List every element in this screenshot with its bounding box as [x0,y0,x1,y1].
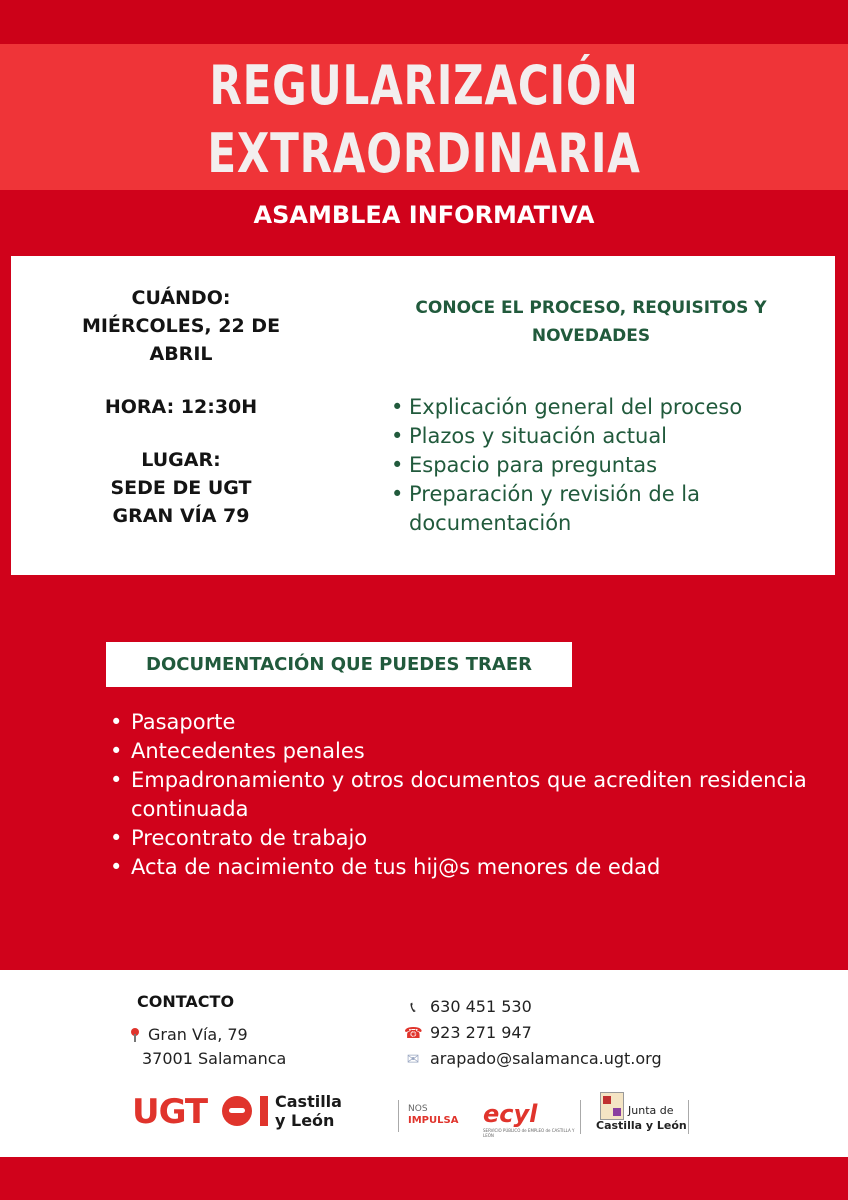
top-band [0,0,848,44]
list-item: • Acta de nacimiento de tus hij@s menores de edad [110,853,810,882]
footer [0,970,848,1157]
list-item: • Preparación y revisión de la documentación [391,480,821,538]
topics-heading [381,294,801,350]
ugt-logo [132,1090,352,1134]
nos-impulsa-ecyl-logo [398,1100,578,1140]
divider [688,1100,689,1134]
topics-heading-line-1: CONOCE EL PROCESO, REQUISITOS Y [415,298,767,318]
location-pin-icon [130,1028,140,1042]
list-item: • Explicación general del proceso [391,393,821,422]
land-phone[interactable]: 923 271 947 [430,1023,532,1042]
list-item: • Empadronamiento y otros documentos que acrediten residencia continuada [110,766,810,824]
junta-logo [580,1092,690,1140]
divider [398,1100,399,1132]
ugt-logo-text: UGT [132,1092,208,1132]
when-date-line-2: ABRIL [149,343,213,365]
junta-text-line-1: Junta de [628,1104,674,1117]
logo-bar [260,1096,268,1126]
mail-icon: ✉ [406,1050,420,1068]
contact-title: CONTACTO [137,992,235,1011]
address [130,1023,286,1071]
list-item: • Antecedentes penales [110,737,810,766]
list-item: • Plazos y situación actual [391,422,821,451]
handshake-icon [222,1096,252,1126]
page-title-line-1: REGULARIZACIÓN [209,54,639,117]
documents-list [110,708,810,882]
address-line-2: 37001 Salamanca [142,1049,287,1068]
place-line-1: SEDE DE UGT [110,477,252,499]
topics-list [391,393,821,538]
documents-heading: DOCUMENTACIÓN QUE PUEDES TRAER [106,642,572,687]
coat-of-arms-icon [600,1092,624,1120]
list-item: • Pasaporte [110,708,810,737]
event-info-box [11,256,835,575]
mobile-phone[interactable]: 630 451 530 [430,997,532,1016]
place-line-2: GRAN VÍA 79 [112,505,250,527]
list-item: • Espacio para preguntas [391,451,821,480]
when-label: CUÁNDO: [131,287,231,309]
divider [580,1100,581,1134]
impulsa-text: IMPULSA [408,1115,459,1126]
ecyl-logo-text: ecyl [483,1100,538,1128]
place-label: LUGAR: [141,449,221,471]
address-line-1: Gran Vía, 79 [148,1025,248,1044]
ugt-region-line-1: Castilla [275,1092,342,1111]
when-date-line-1: MIÉRCOLES, 22 DE [81,315,281,337]
email-link[interactable]: arapado@salamanca.ugt.org [430,1049,662,1068]
event-time: HORA: 12:30H [104,396,258,418]
phone-icon: 📞︎ [410,998,416,1016]
ugt-region-line-2: y León [275,1111,335,1130]
ecyl-subtitle: SERVICIO PÚBLICO de EMPLEO de CASTILLA Y LEÓN [483,1128,575,1138]
list-item: • Precontrato de trabajo [110,824,810,853]
topics-heading-line-2: NOVEDADES [531,326,651,346]
ugt-region [275,1092,342,1130]
nos-text: NOS [408,1104,428,1114]
page-subtitle: ASAMBLEA INFORMATIVA [253,201,595,229]
page-title-line-2: EXTRAORDINARIA [207,122,641,185]
junta-text-line-2: Castilla y León [596,1119,687,1132]
contact-details [404,994,662,1072]
telephone-icon: ☎ [404,1024,423,1042]
event-details [11,284,351,530]
